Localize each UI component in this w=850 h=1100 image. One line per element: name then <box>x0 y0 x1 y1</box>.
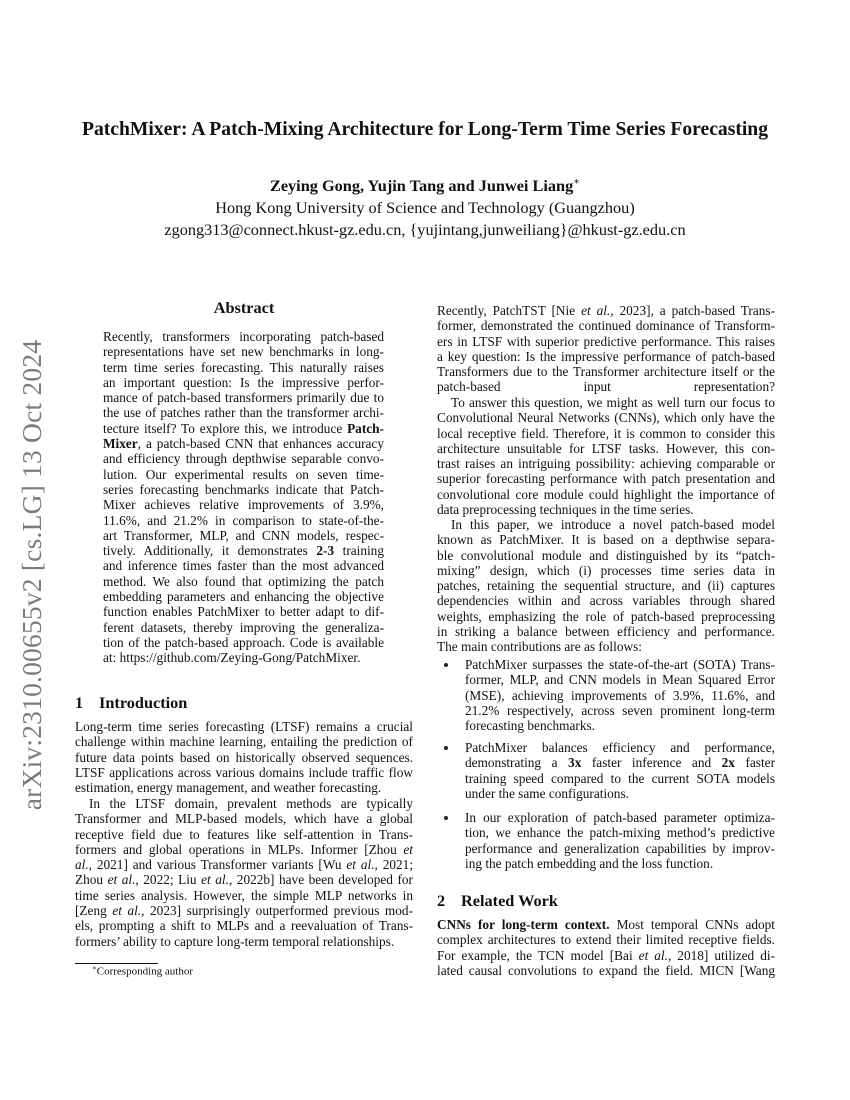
text-run: trast raises an intriguing possibility: achieving comparable or <box>437 456 775 472</box>
text-line <box>465 672 775 687</box>
text-run: , 2021] and various Transformer variants [Wu <box>88 857 347 873</box>
text-line <box>465 810 775 825</box>
text-line <box>437 318 775 333</box>
text-line <box>75 811 413 826</box>
text-line <box>103 635 384 650</box>
text-run: weights, emphasizing the role of patch-based preprocessing <box>437 608 775 624</box>
text-run: , 2023], a patch-based Trans- <box>610 303 775 318</box>
text-line <box>437 410 775 425</box>
text-run: convolutional core module could highlight the importance of <box>437 486 775 502</box>
text-line <box>75 842 413 857</box>
text-run: PatchMixer surpasses the state-of-the-art (SOTA) Trans- <box>465 657 775 672</box>
text-run: mance of patch-based transformers primarily due to <box>103 390 384 406</box>
text-line <box>437 502 775 517</box>
text-line <box>103 390 384 405</box>
text-line <box>75 857 413 872</box>
text-run: In the LTSF domain, prevalent methods are typically <box>89 796 413 811</box>
text-line <box>437 532 775 547</box>
text-line <box>465 740 775 755</box>
text-run: , 2018] utilized di- <box>667 947 775 963</box>
text-line <box>437 548 775 563</box>
text-line <box>437 578 775 593</box>
text-run: a key question: Is the impressive performance of patch-based <box>437 348 775 364</box>
text-run: former, demonstrated the continued dominance of Transform- <box>437 318 775 334</box>
section-2-heading <box>437 891 558 911</box>
contribution-bullet-3 <box>465 810 775 871</box>
text-line <box>437 471 775 486</box>
text-run: LTSF applications across various domains include traffic flow <box>75 764 413 780</box>
text-run: the use of patches rather than the transformer archi- <box>103 405 384 421</box>
text-run: superior forecasting performance with patch presentation and <box>437 471 775 487</box>
text-line <box>437 624 775 639</box>
text-line <box>465 856 775 871</box>
text-line <box>465 841 775 856</box>
text-run: performance and generalization capabilities by improv- <box>465 840 775 856</box>
text-line <box>103 375 384 390</box>
text-line <box>437 948 775 963</box>
text-run: training speed compared to the current SOTA models <box>465 770 775 786</box>
text-run: patch-based input representation? <box>437 379 775 395</box>
text-run: art Transformer, MLP, and CNN models, respec- <box>103 527 384 543</box>
affiliation: Hong Kong University of Science and Technology (Guangzhou) <box>215 198 635 217</box>
text-run: known as PatchMixer. It is based on a depthwise separa- <box>437 532 775 548</box>
text-line <box>75 750 413 765</box>
text-line <box>465 786 775 801</box>
text-run: , 2023] surprisingly outperformed previous mod- <box>141 903 414 919</box>
text-line <box>437 487 775 502</box>
text-run: Transformers due to the Transformer architecture itself or the <box>437 364 775 380</box>
text-run: ing the patch embedding and the loss function. <box>465 855 714 871</box>
text-line <box>465 755 775 770</box>
text-run: faster <box>734 755 776 771</box>
italic-text-run: et <box>403 841 413 857</box>
text-line <box>103 513 384 528</box>
text-run: The main contributions are as follows: <box>437 639 642 655</box>
text-run: forecasting benchmarks. <box>465 718 595 734</box>
text-run: function enables PatchMixer to better adapt to dif- <box>103 604 384 620</box>
text-line <box>75 734 413 749</box>
italic-text-run: et al. <box>112 903 142 919</box>
text-line <box>75 918 413 933</box>
text-line <box>437 303 775 318</box>
text-line <box>437 426 775 441</box>
text-run: , a patch-based CNN that enhances accuracy <box>137 436 384 452</box>
abstract-heading: Abstract <box>213 298 275 317</box>
text-run: Mixer achieves relative improvements of 3.9%, <box>103 497 384 513</box>
text-run: (MSE), achieving improvements of 3.9%, 11.6%, and <box>465 687 775 703</box>
text-run: faster inference and <box>581 755 722 771</box>
bold-text-run: Patch- <box>347 420 384 436</box>
text-line <box>103 589 384 604</box>
text-line <box>465 688 775 703</box>
text-line <box>75 780 413 795</box>
text-run: data preprocessing techniques in the time series. <box>437 502 694 518</box>
text-run: In our exploration of patch-based parameter optimiza- <box>465 810 775 825</box>
text-line <box>103 467 384 482</box>
text-run: tion, we enhance the patch-mixing method’s predictive <box>465 825 775 841</box>
text-run: architecture unsuitable for LTSF tasks. However, this con- <box>437 440 775 456</box>
bold-text-run: 2-3 <box>316 543 335 559</box>
text-run: under the same configurations. <box>465 785 629 801</box>
section-number: 2 <box>437 891 446 910</box>
text-run: Recently, PatchTST [Nie <box>437 303 582 318</box>
text-line <box>75 888 413 903</box>
footnote-text: Corresponding author <box>96 965 193 978</box>
text-line <box>75 765 413 780</box>
text-line <box>103 650 384 665</box>
text-line <box>75 903 413 918</box>
text-run: term time series forecasting. This naturally raises <box>103 359 384 375</box>
text-line <box>103 543 384 558</box>
text-run: 11.6%, and 21.2% in comparison to state-of-the- <box>103 512 384 528</box>
text-run: , 2022b] have been developed for <box>228 872 413 888</box>
intro-paragraph-3 <box>437 303 775 395</box>
text-run: dependencies within and across variables through shared <box>437 593 775 609</box>
text-line <box>75 796 413 811</box>
text-line <box>437 932 775 947</box>
text-line <box>437 609 775 624</box>
text-run: training <box>334 543 384 559</box>
section-title: Related Work <box>461 891 558 910</box>
italic-text-run: et al. <box>581 303 611 318</box>
text-line <box>437 593 775 608</box>
section-1-heading <box>75 693 187 713</box>
text-run: patches, retaining the sequential structure, and (ii) captures <box>437 578 775 594</box>
text-line <box>75 934 413 949</box>
related-work-paragraph <box>437 917 775 978</box>
text-run: In this paper, we introduce a novel patch-based model <box>451 517 775 532</box>
text-line <box>437 917 775 932</box>
text-run: 21.2% respectively, across seven prominent long-term <box>465 702 775 718</box>
text-run: time series analysis. However, the simple MLP networks in <box>75 887 413 903</box>
text-run: ble convolutional module and distinguished by its “patch- <box>437 547 775 563</box>
text-line <box>103 421 384 436</box>
text-run: Zhou <box>75 872 108 888</box>
intro-paragraph-2 <box>75 796 413 949</box>
text-line <box>103 482 384 497</box>
text-line <box>437 456 775 471</box>
text-line <box>75 827 413 842</box>
text-line <box>437 334 775 349</box>
text-line <box>103 620 384 635</box>
text-run: and efficiency through depthwise separable convo- <box>103 451 384 467</box>
text-line <box>103 344 384 359</box>
contribution-bullet-1 <box>465 657 775 733</box>
text-line <box>103 528 384 543</box>
text-run: Most temporal CNNs adopt <box>609 917 775 932</box>
text-run: tecture itself? To explore this, we introduce <box>103 420 348 436</box>
italic-text-run: et al. <box>201 872 229 888</box>
italic-text-run: et al. <box>638 947 668 963</box>
text-run: lution. Our experimental results on seven time- <box>103 466 384 482</box>
text-line <box>437 379 775 394</box>
text-run: mixing” design, which (i) processes time series data in <box>437 562 775 578</box>
text-line <box>103 436 384 451</box>
bold-text-run: 2x <box>721 755 735 771</box>
text-run: embedding parameters and enhancing the objective <box>103 589 384 605</box>
text-run: former, MLP, and CNN models in Mean Squared Error <box>465 672 775 688</box>
text-line <box>437 395 775 410</box>
text-line <box>103 574 384 589</box>
text-run: ers in LTSF with superior predictive performance. This raises <box>437 333 775 349</box>
text-line <box>437 563 775 578</box>
text-run: an important question: Is the impressive perfor- <box>103 374 384 390</box>
text-run: complex architectures to extend their limited receptive fields. <box>437 932 775 948</box>
text-run: future data points based on historically observed sequences. <box>75 749 413 765</box>
text-run: estimation, energy management, and weather forecasting. <box>75 780 382 796</box>
text-line <box>103 329 384 344</box>
text-run: , 2022; Liu <box>135 872 202 888</box>
text-line <box>465 657 775 672</box>
text-line <box>465 771 775 786</box>
text-run: formers’ ability to capture long-term temporal relationships. <box>75 933 395 949</box>
bold-text-run: 3x <box>568 755 582 771</box>
text-line <box>437 441 775 456</box>
text-line <box>103 604 384 619</box>
corresponding-author-mark: ∗ <box>573 176 581 188</box>
text-run: tion of the patch-based approach. Code is available <box>103 634 384 650</box>
text-line <box>437 639 775 654</box>
text-line <box>437 963 775 978</box>
authors-text: Zeying Gong, Yujin Tang and Junwei Liang <box>269 176 574 195</box>
text-run: formers and global operations in MLPs. Informer [Zhou <box>75 841 404 857</box>
text-run: representations have set new benchmarks in long- <box>103 344 384 360</box>
arxiv-identifier-stamp: arXiv:2310.00655v2 [cs.LG] 13 Oct 2024 <box>16 339 47 811</box>
footnote-mark: ∗ <box>92 964 97 972</box>
text-line <box>437 364 775 379</box>
text-run: and inference times faster than the most advanced <box>103 558 384 574</box>
text-line <box>437 349 775 364</box>
text-run: els, prompting a shift to MLPs and a reevaluation of Trans- <box>75 918 413 934</box>
italic-text-run: al. <box>75 857 89 873</box>
text-line <box>103 405 384 420</box>
abstract-body <box>103 329 384 666</box>
text-line <box>465 718 775 733</box>
text-line <box>75 719 413 734</box>
text-line <box>103 558 384 573</box>
text-line <box>437 517 775 532</box>
text-line <box>103 497 384 512</box>
text-line <box>103 360 384 375</box>
text-run: challenge within machine learning, entailing the prediction of <box>75 734 413 750</box>
text-line <box>103 451 384 466</box>
intro-paragraph-4 <box>437 395 775 517</box>
text-run: To answer this question, we might as well turn our focus to <box>451 395 775 410</box>
text-run: local receptive field. Therefore, it is common to consider this <box>437 425 775 441</box>
footnote <box>92 964 193 978</box>
section-number: 1 <box>75 693 84 712</box>
text-run: receptive field due to features like self-attention in Trans- <box>75 826 413 842</box>
bold-text-run: Mixer <box>103 436 138 452</box>
text-run: Long-term time series forecasting (LTSF) remains a crucial <box>75 719 413 734</box>
contribution-bullet-2 <box>465 740 775 801</box>
italic-text-run: et al. <box>107 872 136 888</box>
text-line <box>465 703 775 718</box>
intro-paragraph-1 <box>75 719 413 795</box>
text-run: in striking a balance between efficiency and performance. <box>437 624 775 640</box>
author-emails: zgong313@connect.hkust-gz.edu.cn, {yujintang,junweiliang}@hkust-gz.edu.cn <box>164 220 686 239</box>
text-run: method. We also found that optimizing the patch <box>103 573 384 589</box>
text-run: For example, the TCN model [Bai <box>437 947 639 963</box>
section-title: Introduction <box>99 693 188 712</box>
intro-paragraph-5 <box>437 517 775 655</box>
text-run: at: https://github.com/Zeying-Gong/PatchMixer. <box>103 650 361 666</box>
italic-text-run: et al. <box>346 857 375 873</box>
text-run: PatchMixer balances efficiency and performance, <box>465 740 775 755</box>
author-list <box>0 176 850 196</box>
paper-title: PatchMixer: A Patch-Mixing Architecture for Long-Term Time Series Forecasting <box>81 119 769 140</box>
text-run: tively. Additionally, it demonstrates <box>103 543 317 559</box>
text-run: [Zeng <box>75 903 113 919</box>
text-run: Transformer and MLP-based models, which have a global <box>75 811 413 827</box>
text-run: , 2021; <box>374 857 414 873</box>
text-run: ferent datasets, thereby improving the generaliza- <box>103 619 384 635</box>
text-run: Recently, transformers incorporating patch-based <box>103 329 384 344</box>
text-run: Convolutional Neural Networks (CNNs), which only have the <box>437 410 775 426</box>
text-line <box>75 872 413 887</box>
bold-text-run: CNNs for long-term context. <box>437 917 610 932</box>
text-line <box>465 825 775 840</box>
text-run: demonstrating a <box>465 755 569 771</box>
text-run: lated causal convolutions to expand the field. MICN [Wang <box>437 962 775 978</box>
text-run: series forecasting benchmarks indicate that Patch- <box>103 481 384 497</box>
